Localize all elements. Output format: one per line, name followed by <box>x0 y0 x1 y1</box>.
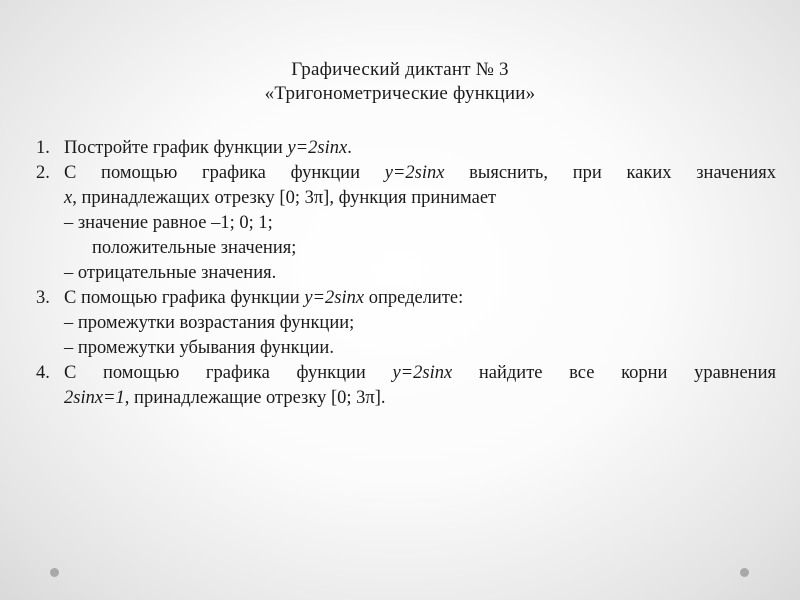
decorative-dot <box>740 568 749 577</box>
slide-title <box>0 58 800 106</box>
title-line-1: Графический диктант № 3 <box>291 59 509 80</box>
decorative-dot <box>50 568 59 577</box>
formula: y=2sinx <box>384 163 445 183</box>
variable: x <box>64 188 73 208</box>
task-text: . <box>347 138 352 158</box>
sub-item: – значение равное –1; 0; 1; <box>64 213 273 233</box>
task-number: 3. <box>36 288 50 308</box>
task-text: выяснить, при каких значениях <box>444 163 776 183</box>
task-item-1 <box>36 136 776 161</box>
task-text: Постройте график функции <box>64 138 288 158</box>
task-number: 4. <box>36 363 50 383</box>
sub-item: положительные значения; <box>92 238 297 258</box>
task-text: С помощью графика функции <box>64 363 393 383</box>
task-number: 1. <box>36 138 50 158</box>
formula: y=2sinx <box>304 288 365 308</box>
task-number: 2. <box>36 163 50 183</box>
task-text: , принадлежащих отрезку [0; 3π], функция принимает <box>72 188 497 208</box>
title-line-2: «Тригонометрические функции» <box>264 83 536 104</box>
sub-item: – отрицательные значения. <box>64 263 277 283</box>
task-text: найдите все корни уравнения <box>452 363 776 383</box>
task-text: определите: <box>364 288 464 308</box>
formula: 2sinx=1 <box>64 388 125 408</box>
task-text: С помощью графика функции <box>64 288 305 308</box>
task-item-3 <box>36 286 776 361</box>
task-list <box>36 136 776 411</box>
formula: y=2sinx <box>392 363 453 383</box>
sub-item: – промежутки убывания функции. <box>64 338 334 358</box>
task-text: , принадлежащие отрезку [0; 3π]. <box>124 388 386 408</box>
sub-item: – промежутки возрастания функции; <box>64 313 355 333</box>
task-text: С помощью графика функции <box>64 163 385 183</box>
task-item-4 <box>36 361 776 411</box>
task-item-2 <box>36 161 776 286</box>
formula: y=2sinx <box>287 138 348 158</box>
